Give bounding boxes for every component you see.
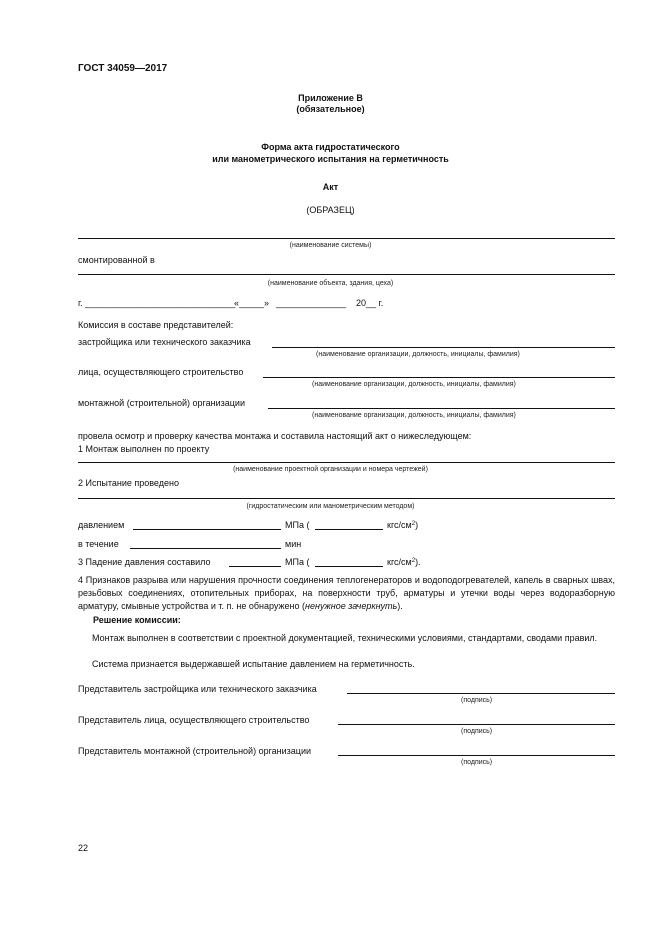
method-field[interactable] bbox=[78, 498, 615, 499]
rep2-label: лица, осуществляющего строительство bbox=[78, 367, 244, 377]
kgf-unit: кгс/$см^2$) bbox=[387, 520, 419, 530]
commission-intro: Комиссия в составе представителей: bbox=[78, 320, 234, 330]
signature-rep2-label: Представитель лица, осуществляющего строительство bbox=[78, 715, 310, 725]
drop-kgf-field[interactable] bbox=[315, 566, 383, 567]
rep1-label: застройщика или технического заказчика bbox=[78, 337, 251, 347]
signature-rep1-label: Представитель застройщика или технического заказчика bbox=[78, 684, 317, 694]
year-field[interactable]: 20__ г. bbox=[356, 298, 384, 308]
min-unit: мин bbox=[285, 539, 302, 549]
city-field[interactable]: г. ______________________________ bbox=[78, 298, 236, 308]
signature-rep3-label: Представитель монтажной (строительной) организации bbox=[78, 746, 312, 756]
project-caption: (наименование проектной организации и номера чертежей) bbox=[233, 466, 428, 473]
item1-text: 1 Монтаж выполнен по проекту bbox=[78, 444, 210, 454]
act-sample-label: (ОБРАЗЕЦ) bbox=[306, 205, 355, 215]
system-name-field[interactable] bbox=[78, 238, 615, 239]
pressure-mpa-field[interactable] bbox=[133, 529, 281, 530]
page-number: 22 bbox=[78, 843, 89, 853]
pressure-label: давлением bbox=[78, 520, 125, 530]
appendix-title: Приложение В bbox=[298, 93, 363, 103]
method-caption: (гидростатическим или манометрическим методом) bbox=[246, 503, 415, 510]
drop-label: 3 Падение давления составило bbox=[78, 557, 211, 567]
drop-kgf-unit: кгс/$см^2$). bbox=[387, 557, 421, 567]
item4-paragraph: 4 Признаков разрыва или нарушения прочности соединения теплогенераторов и водоподогревателей, капель в сварных швах, резьбовых соединениях, отопительных приборах, на поверхности труб, арматуры и утечки воды через водоразборную арматуру, смывные устройства и т. п. не обнаружено (ненужное зачеркнуть). bbox=[78, 575, 615, 611]
gost-header: ГОСТ 34059—2017 bbox=[78, 63, 168, 74]
act-title: Акт bbox=[322, 182, 339, 192]
during-field[interactable] bbox=[130, 548, 281, 549]
mounted-label: смонтированной в bbox=[78, 255, 155, 265]
signature-rep2-field[interactable] bbox=[338, 724, 615, 725]
decision-p1: Монтаж выполнен в соответствии с проектной документацией, техническими условиями, стандартами, сводами правил. bbox=[92, 633, 598, 643]
during-label: в течение bbox=[78, 539, 119, 549]
system-name-caption: (наименование системы) bbox=[289, 242, 372, 249]
item2-text: 2 Испытание проведено bbox=[78, 478, 179, 488]
rep1-field[interactable] bbox=[272, 347, 615, 348]
rep3-label: монтажной (строительной) организации bbox=[78, 398, 245, 408]
pressure-kgf-field[interactable] bbox=[315, 529, 383, 530]
signature-rep3-field[interactable] bbox=[338, 755, 615, 756]
signature-rep2-caption: (подпись) bbox=[461, 728, 493, 735]
decision-p2: Система признается выдержавшей испытание давлением на герметичность. bbox=[92, 659, 415, 669]
form-title-line1: Форма акта гидростатического bbox=[261, 142, 400, 152]
day-field[interactable]: «_____» bbox=[234, 298, 270, 308]
rep2-caption: (наименование организации, должность, инициалы, фамилия) bbox=[312, 381, 516, 388]
form-title-line2: или манометрического испытания на герметичность bbox=[212, 154, 449, 164]
drop-mpa-field[interactable] bbox=[229, 566, 281, 567]
inspection-statement: провела осмотр и проверку качества монтажа и составила настоящий акт о нижеследующем: bbox=[78, 431, 472, 441]
rep3-caption: (наименование организации, должность, инициалы, фамилия) bbox=[312, 412, 516, 419]
project-field[interactable] bbox=[78, 462, 615, 463]
rep1-caption: (наименование организации, должность, инициалы, фамилия) bbox=[316, 351, 520, 358]
appendix-subtitle: (обязательное) bbox=[296, 104, 365, 114]
drop-mpa-unit: МПа ( bbox=[285, 557, 310, 567]
decision-title: Решение комиссии: bbox=[93, 615, 181, 625]
rep2-field[interactable] bbox=[263, 377, 615, 378]
month-field[interactable]: ______________ bbox=[276, 298, 347, 308]
signature-rep1-caption: (подпись) bbox=[461, 697, 493, 704]
object-name-caption: (наименование объекта, здания, цеха) bbox=[267, 280, 394, 287]
mpa-unit: МПа ( bbox=[285, 520, 310, 530]
signature-rep1-field[interactable] bbox=[347, 693, 615, 694]
object-name-field[interactable] bbox=[78, 274, 615, 275]
signature-rep3-caption: (подпись) bbox=[461, 759, 493, 766]
rep3-field[interactable] bbox=[268, 408, 615, 409]
